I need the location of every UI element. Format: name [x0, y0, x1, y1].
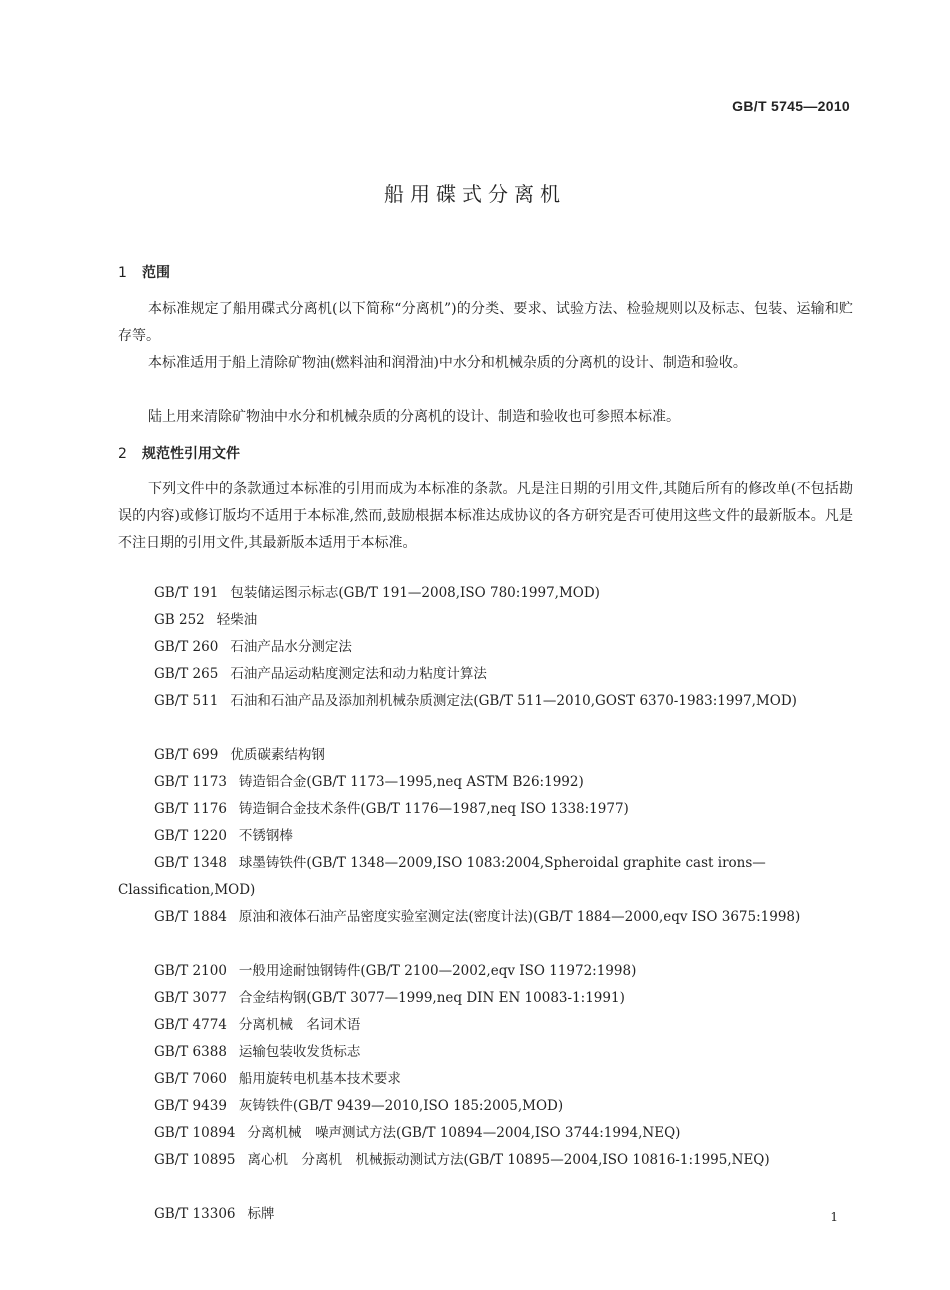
section-number: 2 [118, 446, 127, 462]
reference-code: GB/T 7060 [154, 1071, 227, 1087]
reference-text: 优质碳素结构钢 [230, 747, 325, 763]
reference-text: 合金结构钢(GB/T 3077—1999,neq DIN EN 10083-1:1991) [238, 990, 625, 1006]
reference-item [118, 904, 853, 931]
reference-text: 轻柴油 [216, 612, 258, 628]
reference-code: GB/T 2100 [154, 963, 227, 979]
reference-code: GB 252 [154, 612, 205, 628]
reference-item [118, 1120, 853, 1147]
reference-code: GB/T 4774 [154, 1017, 227, 1033]
reference-code: GB/T 191 [154, 585, 219, 601]
reference-item [118, 796, 853, 823]
reference-code: GB/T 6388 [154, 1044, 227, 1060]
reference-text: 标牌 [247, 1206, 275, 1222]
scope-paragraph-1: 本标准规定了船用碟式分离机(以下简称“分离机”)的分类、要求、试验方法、检验规则以及标志、包装、运输和贮存等。 [118, 301, 853, 344]
reference-text: 球墨铸铁件(GB/T 1348—2009,ISO 1083:2004,Spheroidal graphite cast irons—Classification,MOD) [118, 855, 766, 898]
reference-code: GB/T 1884 [154, 909, 227, 925]
page-number: 1 [830, 1210, 838, 1224]
reference-code: GB/T 699 [154, 747, 219, 763]
reference-item [118, 769, 853, 796]
section-heading-normative-references [118, 443, 240, 463]
reference-code: GB/T 3077 [154, 990, 227, 1006]
reference-text: 石油和石油产品及添加剂机械杂质测定法(GB/T 511—2010,GOST 6370-1983:1997,MOD) [230, 693, 797, 709]
reference-item [118, 850, 853, 903]
reference-text: 运输包装收发货标志 [238, 1044, 361, 1060]
reference-item [118, 661, 853, 688]
reference-code: GB/T 10895 [154, 1152, 236, 1168]
reference-item [118, 742, 853, 769]
page-title: 船用碟式分离机 [384, 182, 566, 206]
reference-text: 分离机械 噪声测试方法(GB/T 10894—2004,ISO 3744:1994,NEQ) [247, 1125, 681, 1141]
reference-item [118, 1012, 853, 1039]
reference-text: 石油产品水分测定法 [230, 639, 352, 655]
normative-intro-paragraph: 下列文件中的条款通过本标准的引用而成为本标准的条款。凡是注日期的引用文件,其随后所有的修改单(不包括勘误的内容)或修订版均不适用于本标准,然而,鼓励根据本标准达成协议的各方研究是否可使用这些文件的最新版本。凡是不注日期的引用文件,其最新版本适用于本标准。 [118, 481, 853, 551]
reference-item [118, 634, 853, 661]
reference-item [118, 1147, 853, 1174]
reference-item [118, 1039, 853, 1066]
reference-text: 灰铸铁件(GB/T 9439—2010,ISO 185:2005,MOD) [238, 1098, 564, 1114]
reference-item [118, 1093, 853, 1120]
reference-item [118, 580, 853, 607]
reference-item [118, 823, 853, 850]
reference-code: GB/T 265 [154, 666, 219, 682]
reference-item [118, 958, 853, 985]
reference-item [118, 1066, 853, 1093]
reference-text: 船用旋转电机基本技术要求 [238, 1071, 401, 1087]
reference-item [118, 607, 853, 634]
reference-text: 铸造铜合金技术条件(GB/T 1176—1987,neq ISO 1338:1977) [238, 801, 629, 817]
standard-number: GB/T 5745—2010 [732, 98, 850, 114]
reference-code: GB/T 10894 [154, 1125, 236, 1141]
reference-text: 离心机 分离机 机械振动测试方法(GB/T 10895—2004,ISO 10816-1:1995,NEQ) [247, 1152, 770, 1168]
reference-item [118, 1201, 853, 1228]
reference-code: GB/T 1173 [154, 774, 227, 790]
reference-text: 原油和液体石油产品密度实验室测定法(密度计法)(GB/T 1884—2000,eqv ISO 3675:1998) [238, 909, 801, 925]
reference-code: GB/T 1220 [154, 828, 227, 844]
reference-code: GB/T 260 [154, 639, 219, 655]
scope-paragraph-3: 陆上用来清除矿物油中水分和机械杂质的分离机的设计、制造和验收也可参照本标准。 [148, 409, 680, 425]
reference-item [118, 985, 853, 1012]
reference-code: GB/T 1348 [154, 855, 227, 871]
reference-text: 包装储运图示标志(GB/T 191—2008,ISO 780:1997,MOD) [230, 585, 600, 601]
reference-text: 一般用途耐蚀钢铸件(GB/T 2100—2002,eqv ISO 11972:1998) [238, 963, 637, 979]
reference-item [118, 688, 853, 715]
section-title: 规范性引用文件 [142, 446, 240, 462]
reference-code: GB/T 13306 [154, 1206, 236, 1222]
reference-code: GB/T 1176 [154, 801, 227, 817]
reference-text: 不锈钢棒 [238, 828, 293, 844]
reference-text: 铸造铝合金(GB/T 1173—1995,neq ASTM B26:1992) [238, 774, 584, 790]
section-title: 范围 [142, 265, 170, 281]
reference-text: 石油产品运动粘度测定法和动力粘度计算法 [230, 666, 487, 682]
reference-code: GB/T 9439 [154, 1098, 227, 1114]
reference-code: GB/T 511 [154, 693, 219, 709]
section-number: 1 [118, 265, 127, 281]
section-heading-scope [118, 262, 170, 282]
scope-paragraph-2: 本标准适用于船上清除矿物油(燃料油和润滑油)中水分和机械杂质的分离机的设计、制造和验收。 [148, 355, 747, 371]
reference-text: 分离机械 名词术语 [238, 1017, 361, 1033]
